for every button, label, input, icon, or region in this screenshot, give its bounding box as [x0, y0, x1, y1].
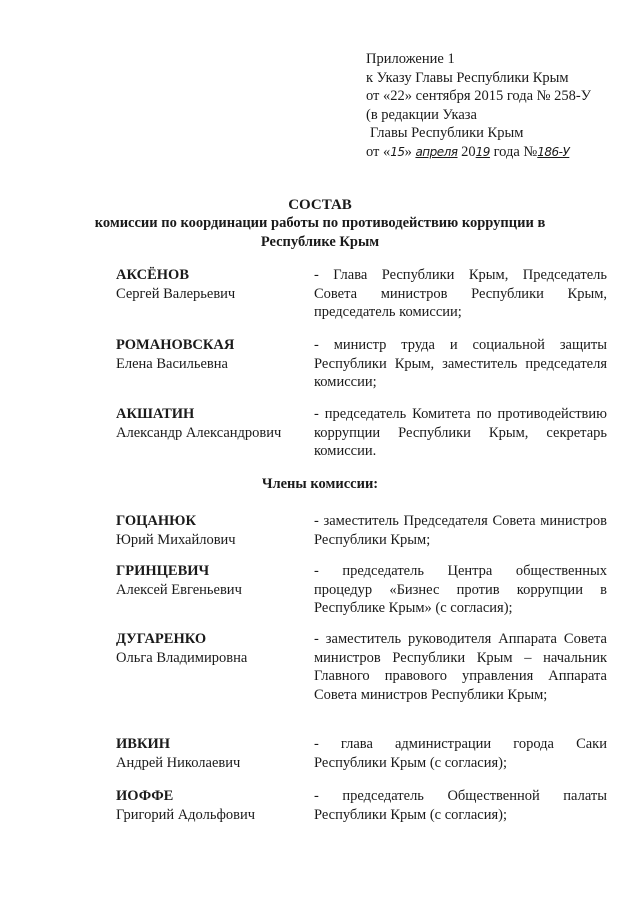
appendix-decree-date: от «22» сентября 2015 года № 258-У	[366, 88, 591, 105]
person-role: - заместитель Председателя Совета министров Республики Крым;	[314, 513, 607, 548]
person-given-name: Алексей Евгеньевич	[116, 581, 242, 598]
revision-date-mid: »	[404, 143, 416, 160]
person-entry	[116, 336, 611, 390]
person-given-name: Елена Васильевна	[116, 355, 228, 372]
person-surname: ИОФФЕ	[116, 788, 174, 804]
appendix-decree-ref: к Указу Главы Республики Крым	[366, 69, 569, 86]
person-surname: ГОЦАНЮК	[116, 513, 197, 529]
appendix-revision-authority: Главы Республики Крым	[370, 125, 524, 142]
appendix-number: Приложение 1	[366, 51, 455, 67]
person-given-name: Андрей Николаевич	[116, 754, 241, 771]
handwritten-year: 19	[475, 144, 490, 159]
person-role: - заместитель руководителя Аппарата Совета министров Республики Крым – начальник Главного правового управления Аппарата Совета министров Республики Крым;	[314, 631, 607, 703]
person-given-name: Ольга Владимировна	[116, 649, 248, 666]
person-surname: АКШАТИН	[116, 406, 195, 422]
handwritten-day: 15	[390, 144, 405, 159]
revision-year-prefix: 20	[457, 143, 476, 160]
person-role: - глава администрации города Саки Республики Крым (с согласия);	[314, 736, 607, 771]
subtitle-line-2: Республике Крым	[260, 233, 380, 250]
handwritten-month: апреля	[415, 144, 458, 159]
person-entry	[116, 405, 611, 459]
person-entry	[116, 630, 611, 703]
revision-date-prefix: от «	[366, 143, 391, 160]
person-given-name: Григорий Адольфович	[116, 806, 256, 823]
person-surname: ДУГАРЕНКО	[116, 631, 207, 647]
person-surname: ИВКИН	[116, 736, 171, 752]
person-surname: РОМАНОВСКАЯ	[116, 337, 235, 353]
subtitle-line-1: комиссии по координации работы по противодействию коррупции в	[94, 215, 546, 231]
person-given-name: Сергей Валерьевич	[116, 285, 236, 302]
document-title: СОСТАВ	[288, 197, 352, 213]
document-subtitle	[0, 214, 640, 251]
person-entry	[116, 512, 611, 549]
person-role: - министр труда и социальной защиты Республики Крым, заместитель председателя комиссии;	[314, 337, 607, 390]
handwritten-number: 186-У	[537, 144, 570, 159]
appendix-revision-note: (в редакции Указа	[366, 106, 477, 123]
person-given-name: Александр Александрович	[116, 424, 282, 441]
appendix-revision-date	[366, 143, 626, 162]
person-entry	[116, 787, 611, 824]
person-surname: АКСЁНОВ	[116, 267, 189, 283]
person-given-name: Юрий Михайлович	[116, 531, 236, 548]
person-surname: ГРИНЦЕВИЧ	[116, 563, 210, 579]
person-role: - председатель Комитета по противодействию коррупции Республики Крым, секретарь комиссии.	[314, 406, 607, 459]
appendix-header	[366, 50, 626, 162]
person-entry	[116, 562, 611, 616]
person-entry	[116, 266, 611, 320]
person-role: - председатель Общественной палаты Республики Крым (с согласия);	[314, 788, 607, 823]
person-role: - Глава Республики Крым, Председатель Совета министров Республики Крым, председатель комиссии;	[314, 267, 607, 320]
members-heading: Члены комиссии:	[261, 476, 379, 492]
person-entry	[116, 735, 611, 772]
person-role: - председатель Центра общественных процедур «Бизнес против коррупции в Республике Крым» (с согласия);	[314, 563, 607, 616]
revision-date-suffix: года №	[489, 143, 538, 160]
